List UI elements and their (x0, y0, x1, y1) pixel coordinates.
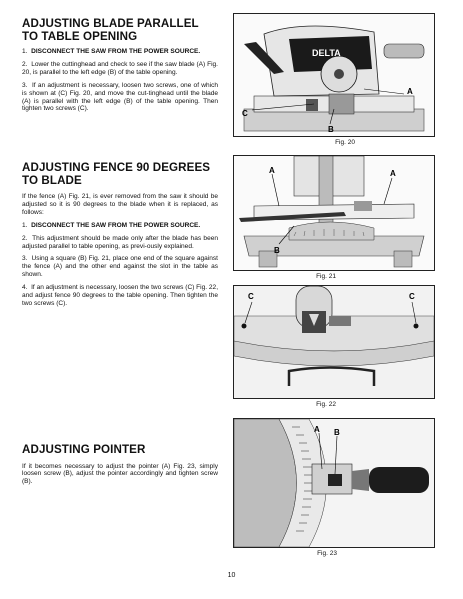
step-text: Lower the cuttinghead and check to see if the saw blade (A) Fig. 20, is parallel to the left edge (B) of the table opening. (22, 60, 218, 76)
section-blade-parallel (22, 18, 218, 118)
step-text: If an adjustment is necessary, loosen the two screws (C) Fig. 22, and adjust fence 90 degrees to the table opening. Then tighten the two screws (C). (22, 284, 219, 307)
fig21-caption: Fig. 21 (316, 273, 336, 280)
label-a: A (314, 425, 320, 434)
fig20-caption: Fig. 20 (335, 139, 355, 146)
fig20-photo (234, 14, 434, 136)
step-bold: DISCONNECT THE SAW FROM THE POWER SOURCE. (31, 48, 201, 55)
step-text: This adjustment should be made only after the blade has been adjusted parallel to table opening, as previ-ously explained. (22, 234, 218, 250)
step-paragraph (22, 61, 218, 77)
label-b: B (274, 246, 280, 255)
figure-20 (233, 13, 435, 137)
step-paragraph (22, 235, 218, 251)
section-title (22, 444, 218, 457)
step-paragraph (22, 48, 218, 56)
section-title (22, 18, 218, 43)
section-adjusting-pointer (22, 444, 218, 491)
label-c-right: C (409, 292, 415, 301)
fig21-photo (234, 156, 434, 270)
label-a: A (407, 87, 413, 96)
section-fence-90 (22, 162, 218, 313)
step-number: 3. (22, 255, 28, 263)
brand-logo-text: DELTA (312, 48, 341, 58)
fig23-photo (234, 419, 434, 547)
label-c-left: C (248, 292, 254, 301)
title-line: ADJUSTING FENCE 90 DEGREES (22, 161, 211, 174)
step-paragraph (22, 284, 218, 308)
step-number: 3. (22, 81, 28, 89)
section-title (22, 162, 218, 187)
title-line: TO BLADE (22, 173, 82, 187)
step-number: 4. (22, 284, 28, 292)
fig23-caption: Fig. 23 (317, 550, 337, 557)
page-number: 10 (227, 572, 236, 579)
step-bold: DISCONNECT THE SAW FROM THE POWER SOURCE. (31, 221, 201, 229)
title-line: ADJUSTING POINTER (22, 443, 146, 456)
step-number: 1. (22, 48, 28, 55)
figure-21 (233, 155, 435, 271)
step-text: If an adjustment is necessary, loosen two screws, one of which is shown at (C) Fig. 20, and move the cut-tinghead until the blade (A) is parallel with the left edge (B) of the table opening. Then tighten two screws (C). (22, 81, 218, 113)
title-line: ADJUSTING BLADE PARALLEL (22, 17, 199, 30)
label-b: B (334, 428, 340, 437)
step-paragraph (22, 222, 218, 230)
intro-paragraph: If the fence (A) Fig. 21, is ever removed from the saw it should be adjusted so it is 90 degrees to the blade when it is replaced, as follows: (22, 193, 218, 216)
figure-23 (233, 418, 435, 548)
step-number: 2. (22, 60, 28, 68)
figure-22 (233, 285, 435, 399)
step-number: 1. (22, 221, 28, 229)
fig22-photo (234, 286, 434, 398)
label-c: C (242, 109, 248, 118)
step-text: Using a square (B) Fig. 21, place one end of the square against the fence (A) and the other end against the slot in the table as shown. (22, 255, 218, 279)
fig22-caption: Fig. 22 (316, 401, 336, 408)
label-a-right: A (390, 169, 396, 178)
step-paragraph (22, 82, 218, 114)
intro-paragraph: If it becomes necessary to adjust the pointer (A) Fig. 23, simply loosen screw (B), adjust the pointer accordingly and tighten screw (B). (22, 462, 218, 486)
label-a-left: A (269, 166, 275, 175)
step-number: 2. (22, 234, 28, 242)
step-paragraph (22, 255, 218, 279)
label-b: B (328, 125, 334, 134)
title-line: TO TABLE OPENING (22, 29, 138, 43)
